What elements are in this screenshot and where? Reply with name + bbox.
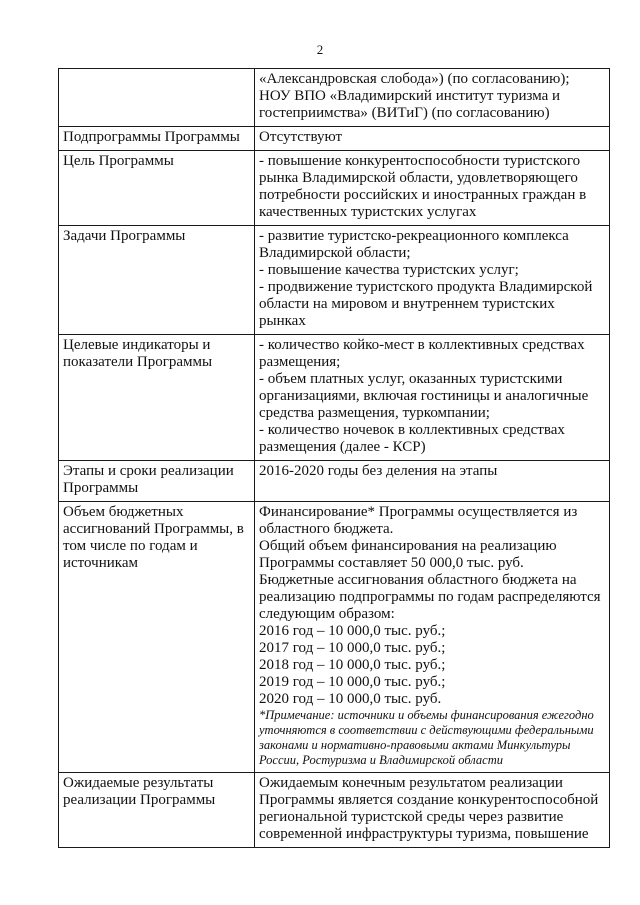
value-line: Бюджетные ассигнования областного бюджета на реализацию подпрограммы по годам распределяются следующим образом: <box>259 572 601 622</box>
table-row <box>59 127 610 151</box>
value-line: - количество ночевок в коллективных средствах размещения (далее - КСР) <box>259 422 565 455</box>
value-line: Отсутствуют <box>259 129 343 145</box>
table-row <box>59 461 610 502</box>
value-line: Ожидаемым конечным результатом реализации Программы является создание конкурентоспособной региональной туристской среды через развитие современной инфраструктуры туризма, повышение <box>259 775 599 842</box>
table-row <box>59 226 610 335</box>
row-value <box>255 502 610 773</box>
row-value <box>255 151 610 226</box>
value-line: 2016 год – 10 000,0 тыс. руб.; <box>259 623 446 639</box>
row-label: Цель Программы <box>59 151 255 226</box>
value-line: 2020 год – 10 000,0 тыс. руб. <box>259 691 442 707</box>
value-line: 2016-2020 годы без деления на этапы <box>259 463 498 479</box>
program-passport-table <box>58 68 610 848</box>
row-label: Ожидаемые результаты реализации Программы <box>59 773 255 848</box>
row-value <box>255 461 610 502</box>
row-label: Целевые индикаторы и показатели Программы <box>59 335 255 461</box>
row-value <box>255 69 610 127</box>
row-value <box>255 773 610 848</box>
value-line: 2019 год – 10 000,0 тыс. руб.; <box>259 674 446 690</box>
table-row <box>59 502 610 773</box>
funding-note: *Примечание: источники и объемы финансирования ежегодно уточняются в соответствии с действующими федеральными законами и нормативно-правовыми актами Минкультуры России, Ростуризма и Владимирской области <box>259 708 594 767</box>
value-line: НОУ ВПО «Владимирский институт туризма и гостеприимства» (ВИТиГ) (по согласованию) <box>259 88 561 121</box>
row-value <box>255 335 610 461</box>
row-label: Этапы и сроки реализации Программы <box>59 461 255 502</box>
page-number: 2 <box>316 42 324 57</box>
row-value <box>255 226 610 335</box>
value-line: - объем платных услуг, оказанных туристскими организациями, включая гостиницы и аналогичные средства размещения, туркомпании; <box>259 371 589 421</box>
value-line: Финансирование* Программы осуществляется из областного бюджета. <box>259 504 578 537</box>
table-row <box>59 335 610 461</box>
value-line: - повышение качества туристских услуг; <box>259 262 519 278</box>
table-row <box>59 69 610 127</box>
row-label: Подпрограммы Программы <box>59 127 255 151</box>
value-line: - повышение конкурентоспособности туристского рынка Владимирской области, удовлетворяющего потребности российских и иностранных граждан в качественных туристских услугах <box>259 153 587 220</box>
table-row <box>59 773 610 848</box>
value-line: - количество койко-мест в коллективных средствах размещения; <box>259 337 585 370</box>
value-line: - развитие туристско-рекреационного комплекса Владимирской области; <box>259 228 569 261</box>
value-line: «Александровская слобода») (по согласованию); <box>259 71 570 87</box>
value-line: Общий объем финансирования на реализацию Программы составляет 50 000,0 тыс. руб. <box>259 538 557 571</box>
row-label: Задачи Программы <box>59 226 255 335</box>
value-line: - продвижение туристского продукта Владимирской области на мировом и внутреннем туристских рынках <box>259 279 593 329</box>
table-row <box>59 151 610 226</box>
row-label: Объем бюджетных ассигнований Программы, в том числе по годам и источникам <box>59 502 255 773</box>
row-value <box>255 127 610 151</box>
value-line: 2018 год – 10 000,0 тыс. руб.; <box>259 657 446 673</box>
value-line: 2017 год – 10 000,0 тыс. руб.; <box>259 640 446 656</box>
row-label <box>59 69 255 127</box>
